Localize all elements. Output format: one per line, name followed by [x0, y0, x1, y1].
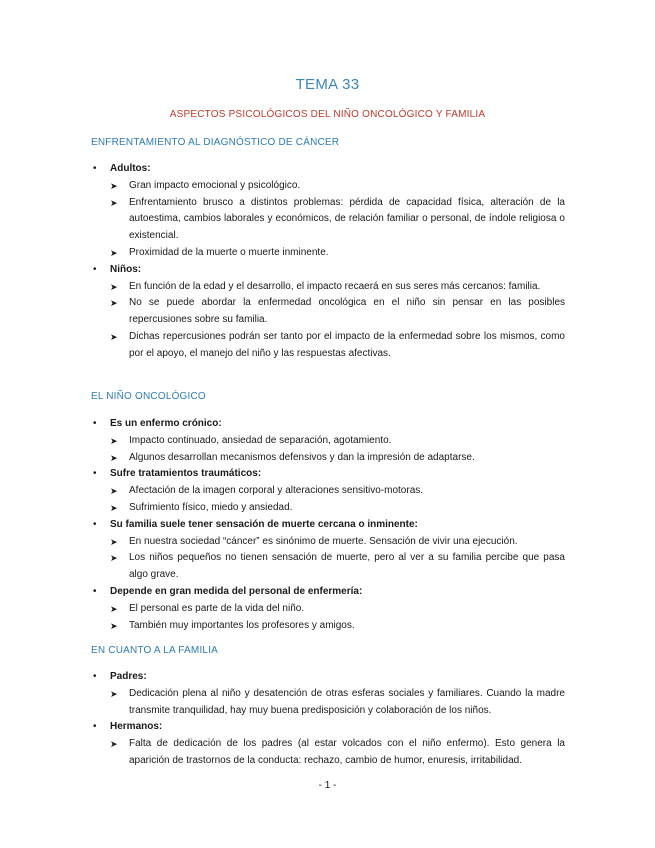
sub-list-item-text: Afectación de la imagen corporal y alteraciones sensitivo-motoras. [129, 485, 424, 497]
sub-list-item [91, 178, 565, 195]
list-item-heading: Sufre tratamientos traumáticos: [110, 468, 262, 480]
list-item [91, 161, 565, 178]
sub-list-item [91, 329, 565, 363]
list-item [91, 669, 565, 686]
sub-list-item [91, 686, 565, 720]
sub-list-item-text: También muy importantes los profesores y amigos. [129, 619, 355, 631]
sub-list-item-text: Algunos desarrollan mecanismos defensivos y dan la impresión de adaptarse. [129, 451, 475, 463]
sub-list-item-text: En función de la edad y el desarrollo, el impacto recaerá en sus seres más cercanos: familia. [129, 280, 541, 292]
list-item-heading: Padres: [110, 671, 147, 682]
sub-list-item-text: Los niños pequeños no tienen sensación de muerte, pero al ver a su familia percibe que pasa algo grave. [129, 552, 565, 581]
arrow-bullet-icon: ➤ [110, 620, 118, 631]
page-number: - 1 - [318, 780, 337, 791]
page-title: TEMA 33 [295, 76, 360, 93]
page-subtitle: ASPECTOS PSICOLÓGICOS DEL NIÑO ONCOLÓGICO Y FAMILIA [169, 109, 486, 120]
arrow-bullet-icon: ➤ [110, 331, 118, 342]
bullet-icon: • [93, 671, 97, 682]
arrow-bullet-icon: ➤ [110, 553, 118, 564]
sub-list-item-text: No se puede abordar la enfermedad oncológica en el niño sin pensar en las posibles repercusiones sobre su familia. [129, 297, 565, 326]
section-heading: EN CUANTO A LA FAMILIA [91, 645, 219, 656]
arrow-bullet-icon: ➤ [110, 486, 118, 497]
section-body [91, 161, 565, 363]
bullet-icon: • [93, 263, 97, 275]
arrow-bullet-icon: ➤ [110, 298, 118, 309]
bullet-icon: • [93, 721, 97, 733]
section-body [91, 416, 565, 634]
section-heading: EL NIÑO ONCOLÓGICO [91, 391, 206, 402]
list-item-heading: Es un enfermo crónico: [110, 418, 222, 429]
section-body [91, 669, 565, 770]
arrow-bullet-icon: ➤ [110, 502, 118, 513]
sub-list-item [91, 295, 565, 329]
bullet-icon: • [93, 418, 97, 429]
bullet-icon: • [93, 163, 97, 174]
arrow-bullet-icon: ➤ [110, 536, 118, 547]
sub-list-item [91, 195, 565, 245]
arrow-bullet-icon: ➤ [110, 180, 118, 191]
list-item-heading: Su familia suele tener sensación de muerte cercana o inminente: [110, 518, 418, 530]
bullet-icon: • [93, 518, 97, 530]
sub-list-item [91, 534, 565, 551]
sub-list-item-text: Impacto continuado, ansiedad de separación, agotamiento. [129, 434, 392, 446]
sub-list-item-text: En nuestra sociedad “cáncer” es sinónimo de muerte. Sensación de vivir una ejecución. [129, 535, 518, 547]
sub-list-item [91, 736, 565, 770]
bullet-icon: • [93, 468, 97, 480]
list-item [91, 416, 565, 433]
sub-list-item [91, 601, 565, 618]
list-item [91, 584, 565, 601]
list-item-heading: Hermanos: [110, 721, 163, 733]
arrow-bullet-icon: ➤ [110, 688, 118, 699]
arrow-bullet-icon: ➤ [110, 603, 118, 614]
sub-list-item-text: Gran impacto emocional y psicológico. [129, 179, 301, 191]
arrow-bullet-icon: ➤ [110, 281, 118, 292]
sub-list-item-text: Dichas repercusiones podrán ser tanto por el impacto de la enfermedad sobre los mismos, como por el apoyo, el manejo del niño y las respuestas afectivas. [129, 330, 565, 359]
sub-list-item [91, 483, 565, 500]
sub-list-item-text: Enfrentamiento brusco a distintos problemas: pérdida de capacidad física, alteración de la autoestima, cambios laborales y económicos, de relación familiar o personal, de índole religiosa o existencial. [129, 196, 565, 242]
list-item-heading: Adultos: [110, 163, 151, 174]
arrow-bullet-icon: ➤ [110, 197, 118, 208]
list-item [91, 262, 565, 279]
sub-list-item [91, 433, 565, 450]
arrow-bullet-icon: ➤ [110, 247, 118, 258]
list-item-heading: Depende en gran medida del personal de enfermería: [110, 585, 363, 597]
list-item-heading: Niños: [110, 263, 142, 275]
list-item [91, 466, 565, 483]
bullet-icon: • [93, 585, 97, 597]
sub-list-item [91, 550, 565, 584]
section-heading: ENFRENTAMIENTO AL DIAGNÓSTICO DE CÁNCER [91, 137, 340, 148]
sub-list-item-text: Proximidad de la muerte o muerte inminente. [129, 246, 329, 258]
list-item [91, 719, 565, 736]
sub-list-item [91, 618, 565, 635]
sub-list-item-text: Sufrimiento físico, miedo y ansiedad. [129, 501, 293, 513]
arrow-bullet-icon: ➤ [110, 452, 118, 463]
sub-list-item [91, 245, 565, 262]
sub-list-item [91, 500, 565, 517]
sub-list-item [91, 450, 565, 467]
sub-list-item [91, 279, 565, 296]
list-item [91, 517, 565, 534]
arrow-bullet-icon: ➤ [110, 739, 118, 750]
sub-list-item-text: Falta de dedicación de los padres (al estar volcados con el niño enfermo). Esto genera la aparición de trastornos de la conducta: rechazo, cambio de humor, enuresis, irritabilidad. [129, 738, 565, 766]
sub-list-item-text: El personal es parte de la vida del niño. [129, 602, 305, 614]
arrow-bullet-icon: ➤ [110, 435, 118, 446]
sub-list-item-text: Dedicación plena al niño y desatención de otras esferas sociales y familiares. Cuando la madre transmite tranquilidad, hay muy buena predisposición y colaboración de los niños. [129, 687, 565, 716]
